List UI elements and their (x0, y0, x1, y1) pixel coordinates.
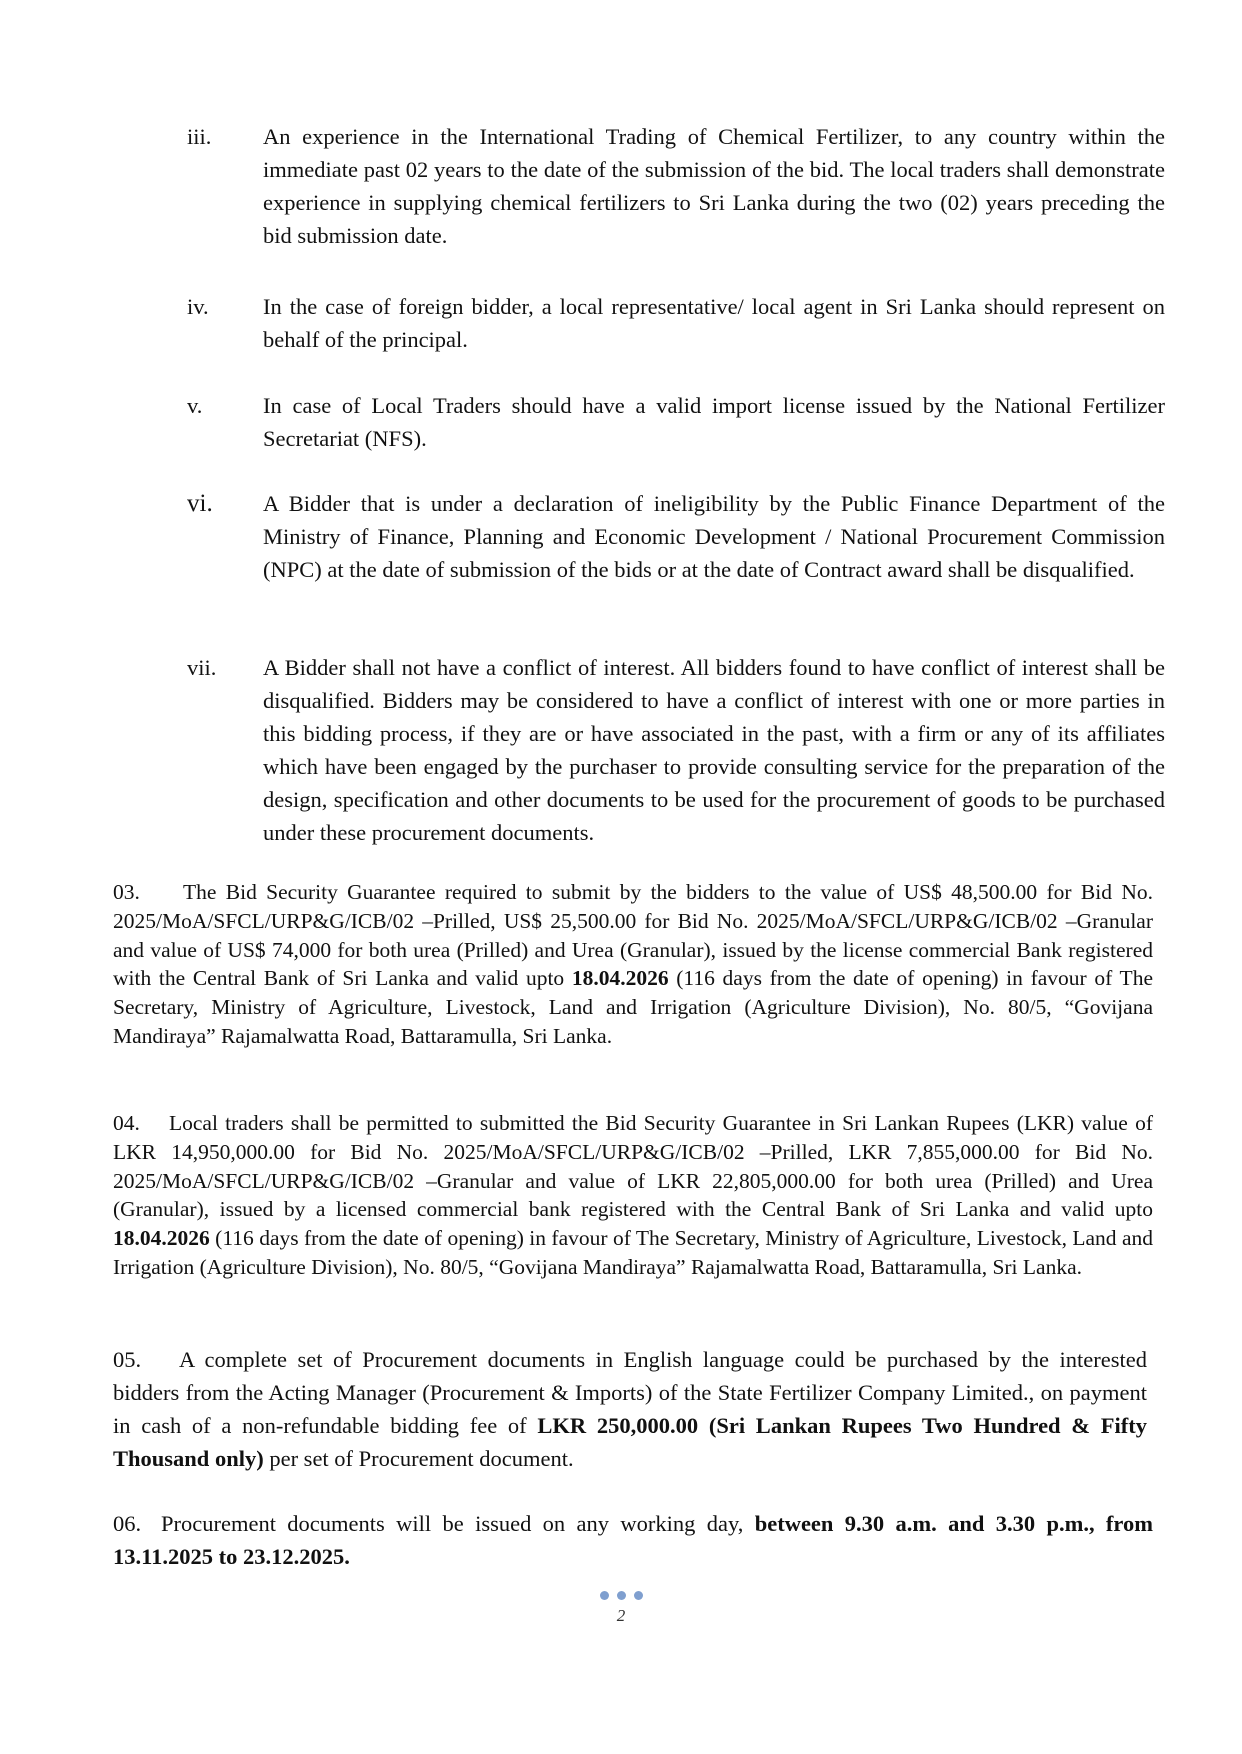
dot-icon (634, 1591, 643, 1600)
section-number: 03. (113, 880, 140, 904)
eligibility-item-vi (187, 487, 1165, 586)
section-06-issue-schedule (113, 1507, 1153, 1573)
eligibility-item-vii (187, 651, 1165, 849)
page-separator-dots (0, 1591, 1242, 1603)
section-04-local-bid-security (113, 1109, 1153, 1282)
section-05-procurement-documents (113, 1343, 1147, 1475)
section-text: A complete set of Procurement documents in English language could be purchased by the interested bidders from the Acting Manager (Procurement & Imports) of the State Fertilizer Company Limited., on payment in cash of a non-refundable bidding fee of (113, 1347, 1147, 1438)
item-numeral: v. (187, 393, 203, 418)
item-text: A Bidder shall not have a conflict of interest. All bidders found to have conflict of interest shall be disqualified. Bidders may be considered to have a conflict of interest with one or more parties in this bidding process, if they are or have associated in the past, with a firm or any of its affiliates which have been engaged by the purchaser to provide consulting service for the preparation of the design, specification and other documents to be used for the procurement of goods to be purchased under these procurement documents. (263, 655, 1165, 845)
section-text-cont: (116 days from the date of opening) in favour of The Secretary, Ministry of Agriculture, Livestock, Land and Irrigation (Agriculture Division), No. 80/5, “Govijana Mandiraya” Rajamalwatta Road, Battaramulla, Sri Lanka. (113, 1226, 1153, 1279)
section-03-bid-security (113, 878, 1153, 1051)
section-text-cont: (116 days from the date of opening) in favour of The Secretary, Ministry of Agriculture, Livestock, Land and Irrigation (Agriculture Division), No. 80/5, “Govijana Mandiraya” Rajamalwatta Road, Battaramulla, Sri Lanka. (113, 966, 1153, 1048)
bidding-fee: LKR 250,000.00 (Sri Lankan Rupees Two Hundred & Fifty Thousand only) (113, 1413, 1147, 1471)
eligibility-item-iii (187, 120, 1165, 252)
dot-icon (617, 1591, 626, 1600)
section-text-cont: per set of Procurement document. (263, 1446, 574, 1471)
eligibility-item-v (187, 389, 1165, 455)
section-number: 04. (113, 1111, 140, 1135)
item-text: In the case of foreign bidder, a local representative/ local agent in Sri Lanka should represent on behalf of the principal. (263, 294, 1165, 352)
item-numeral: vi. (187, 490, 213, 517)
item-text: In case of Local Traders should have a valid import license issued by the National Fertilizer Secretariat (NFS). (263, 393, 1165, 451)
item-numeral: iii. (187, 124, 212, 149)
section-text: The Bid Security Guarantee required to submit by the bidders to the value of US$ 48,500.00 for Bid No. 2025/MoA/SFCL/URP&G/ICB/02 –Prilled, US$ 25,500.00 for Bid No. 2025/MoA/SFCL/URP&G/ICB/02 –Granular and value of US$ 74,000 for both urea (Prilled) and Urea (Granular), issued by the license commercial Bank registered with the Central Bank of Sri Lanka and valid upto (113, 880, 1153, 991)
section-text: Local traders shall be permitted to submitted the Bid Security Guarantee in Sri Lankan Rupees (LKR) value of LKR 14,950,000.00 for Bid No. 2025/MoA/SFCL/URP&G/ICB/02 –Prilled, LKR 7,855,000.00 for Bid No. 2025/MoA/SFCL/URP&G/ICB/02 –Granular and value of LKR 22,805,000.00 for both urea (Prilled) and Urea (Granular), issued by a licensed commercial bank registered with the Central Bank of Sri Lanka and valid upto (113, 1111, 1153, 1222)
validity-date: 18.04.2026 (571, 966, 669, 991)
eligibility-item-iv (187, 290, 1165, 356)
item-text: An experience in the International Trading of Chemical Fertilizer, to any country within the immediate past 02 years to the date of the submission of the bid. The local traders shall demonstrate experience in supplying chemical fertilizers to Sri Lanka during the two (02) years preceding the bid submission date. (263, 124, 1165, 248)
issue-schedule: between 9.30 a.m. and 3.30 p.m., from 13.11.2025 to 23.12.2025. (113, 1511, 1153, 1569)
item-numeral: vii. (187, 655, 217, 680)
page-number: 2 (616, 1606, 626, 1625)
section-number: 05. (113, 1347, 142, 1372)
section-text: Procurement documents will be issued on any working day, (161, 1511, 755, 1536)
dot-icon (600, 1591, 609, 1600)
validity-date: 18.04.2026 (113, 1226, 210, 1251)
section-number: 06. (113, 1511, 142, 1536)
item-text: A Bidder that is under a declaration of ineligibility by the Public Finance Department of the Ministry of Finance, Planning and Economic Development / National Procurement Commission (NPC) at the date of submission of the bids or at the date of Contract award shall be disqualified. (263, 491, 1165, 582)
item-numeral: iv. (187, 294, 209, 319)
